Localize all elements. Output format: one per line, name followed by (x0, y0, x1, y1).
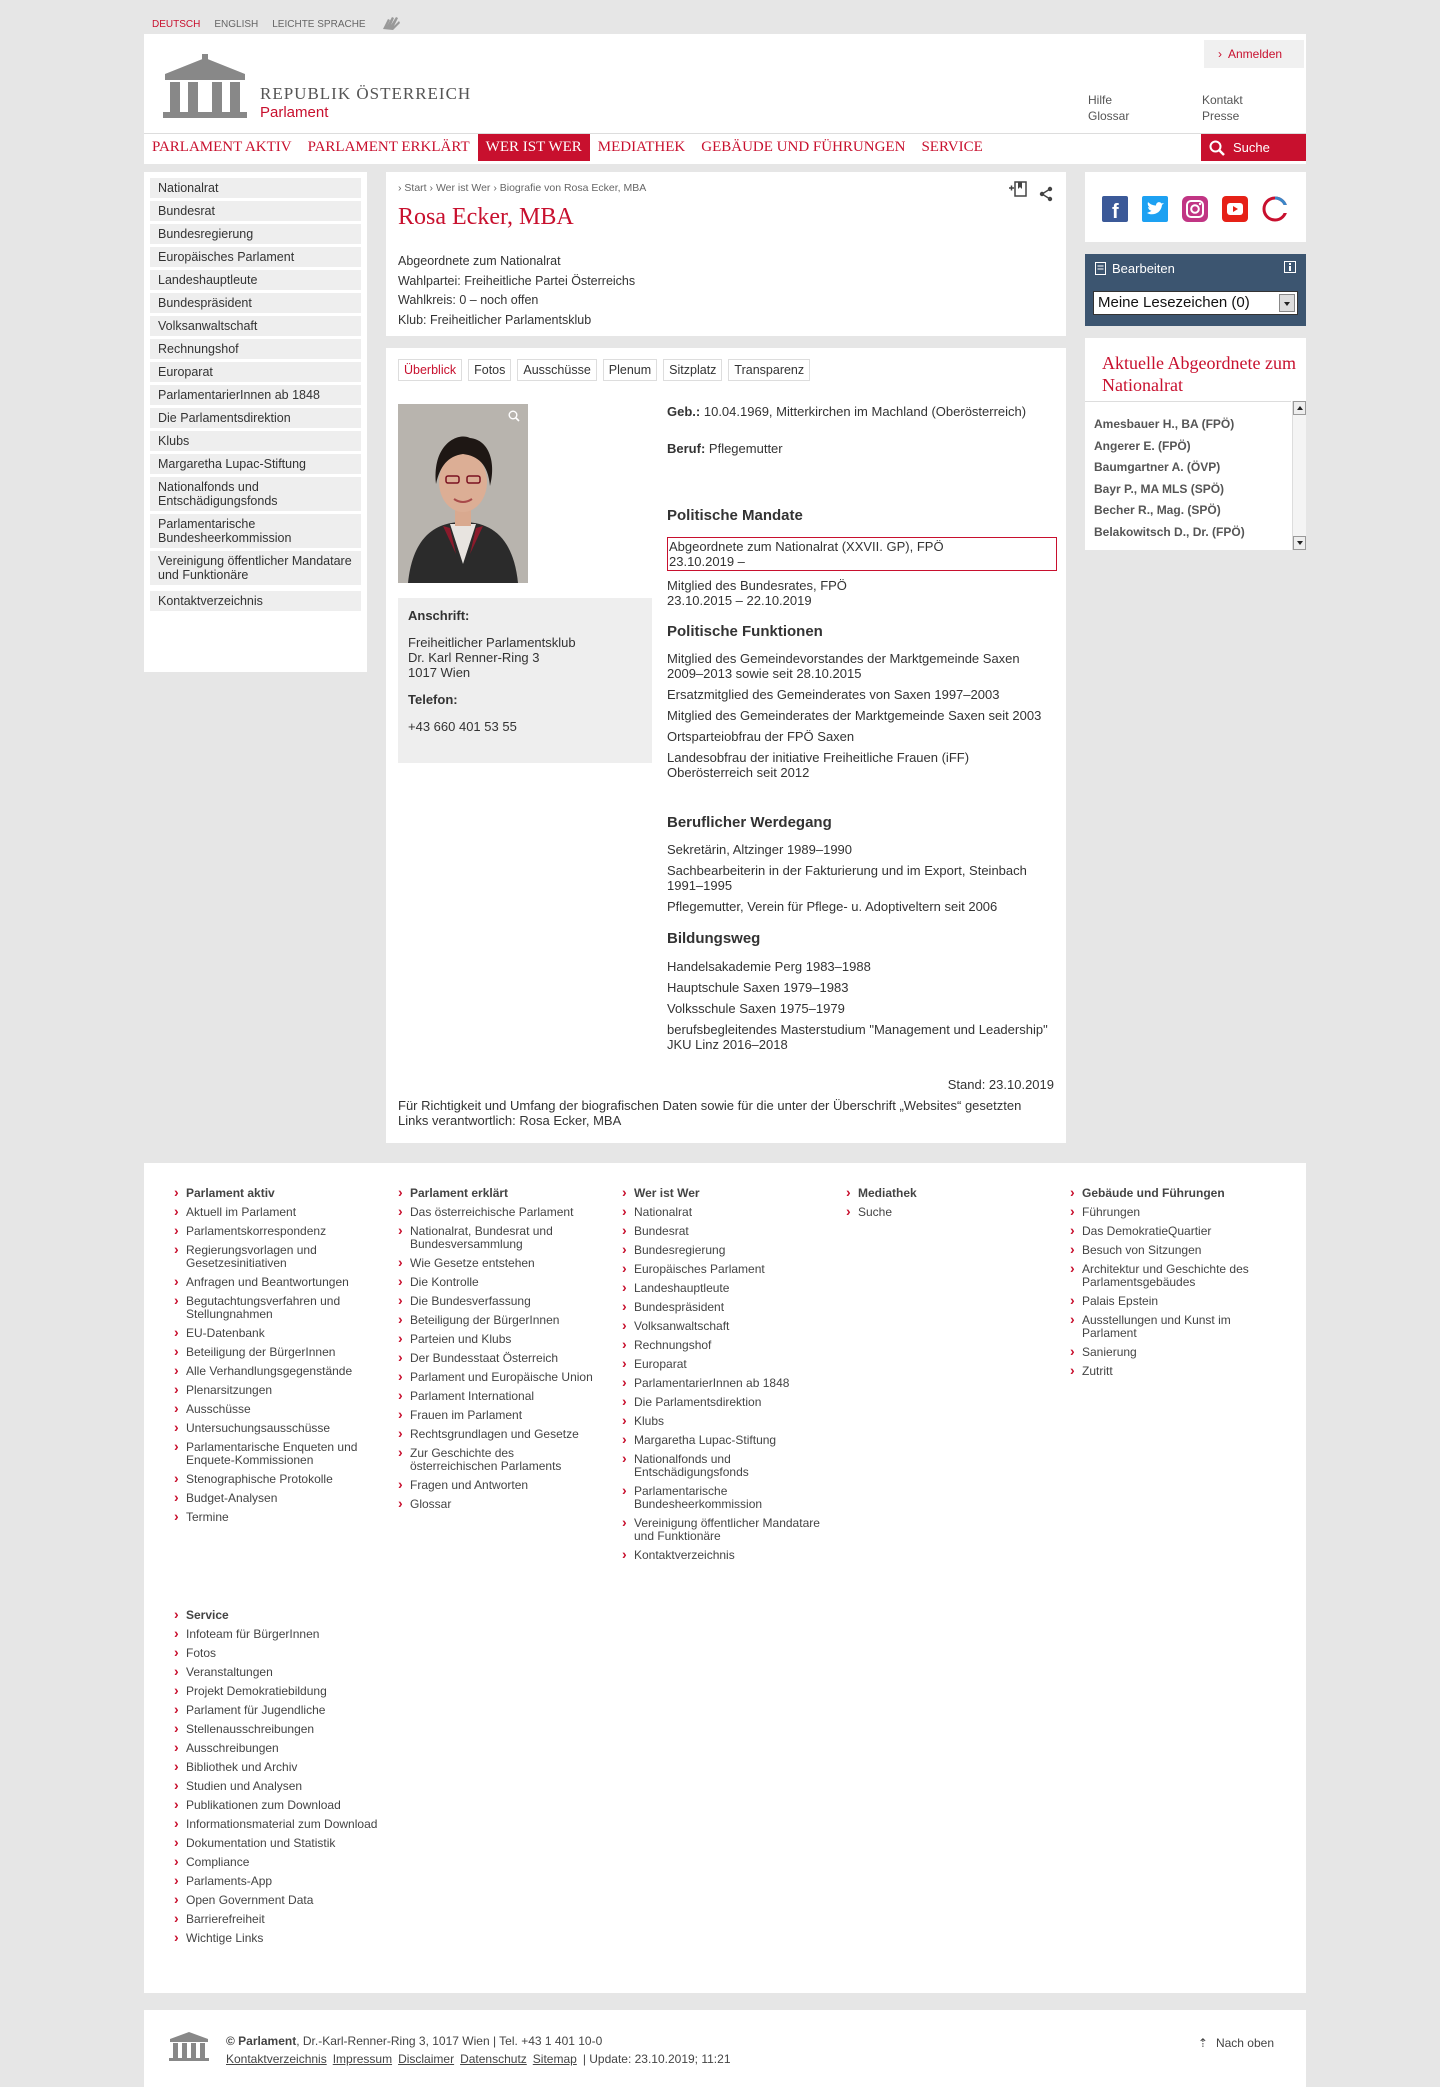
mandate-title: Abgeordnete zum Nationalrat (XXVII. GP), FPÖ (669, 539, 944, 554)
footer-link[interactable]: › Bundesregierung (622, 1244, 822, 1257)
parliament-small-logo-icon (168, 2030, 210, 2065)
sidebar-nav (144, 172, 367, 672)
footer-col-parlament-aktiv (174, 1187, 374, 1530)
mandate-date: 23.10.2015 – 22.10.2019 (667, 593, 812, 608)
profile-tabs (398, 359, 810, 381)
list-item[interactable]: Baumgartner A. (ÖVP) (1094, 460, 1221, 474)
footer-link[interactable]: › Europarat (622, 1358, 822, 1371)
page-title: Rosa Ecker, MBA (398, 204, 574, 230)
address-box (398, 598, 652, 763)
funktionen-list (667, 651, 1057, 780)
nav-parlament-erklaert[interactable]: PARLAMENT ERKLÄRT (307, 138, 470, 155)
sidebar-item-volksanwaltschaft[interactable]: Volksanwaltschaft (150, 316, 361, 336)
youtube-icon[interactable] (1222, 196, 1248, 225)
sidebar-item-bundespraesident[interactable]: Bundespräsident (150, 293, 361, 313)
list-item: Hauptschule Saxen 1979–1983 (667, 980, 849, 995)
footer-heading[interactable]: › Parlament erklärt (398, 1187, 598, 1200)
footer-heading[interactable]: › Service (174, 1609, 414, 1622)
nav-parlament-aktiv[interactable]: PARLAMENT AKTIV (152, 138, 292, 155)
portrait-photo[interactable] (398, 404, 528, 583)
footer-link[interactable]: › Projekt Demokratiebildung (174, 1685, 414, 1698)
sidebar-item-nationalfonds[interactable]: Nationalfonds und Entschädigungsfonds (150, 477, 361, 511)
beruf-value: Pflegemutter (708, 441, 783, 456)
legal-links (226, 2052, 731, 2066)
footer-link[interactable]: › Veranstaltungen (174, 1666, 414, 1679)
logo-title: REPUBLIK ÖSTERREICH (260, 84, 472, 103)
phone-label: Telefon: (408, 692, 458, 707)
footer-link[interactable]: › ParlamentarierInnen ab 1848 (622, 1377, 822, 1390)
footer-link[interactable]: › Ausschüsse (174, 1403, 374, 1416)
footer-link[interactable]: › Das DemokratieQuartier (1070, 1225, 1280, 1238)
zoom-icon[interactable] (508, 410, 520, 425)
footer-link[interactable]: › Alle Verhandlungsgegenstände (174, 1365, 374, 1378)
list-item[interactable]: Belakowitsch D., Dr. (FPÖ) (1094, 524, 1245, 539)
footer-link[interactable]: › Open Government Data (174, 1894, 414, 1907)
list-item: Pflegemutter, Verein für Pflege- u. Adoptiveltern seit 2006 (667, 899, 998, 914)
footer-link[interactable]: › Kontaktverzeichnis (622, 1549, 822, 1562)
sidebar-item-nationalrat[interactable]: Nationalrat (150, 178, 361, 198)
list-item: Ortsparteiobfrau der FPÖ Saxen (667, 729, 855, 744)
link-sitemap[interactable]: Sitemap (532, 2052, 577, 2066)
phone-number[interactable]: +43 660 401 53 55 (408, 719, 517, 734)
footer-sitemap (144, 1163, 1306, 1993)
footer-link[interactable]: › Dokumentation und Statistik (174, 1837, 414, 1850)
footer-link[interactable]: › Architektur und Geschichte des Parlamentsgebäudes (1070, 1263, 1280, 1289)
footer-link[interactable]: › Palais Epstein (1070, 1295, 1280, 1308)
address-line-2: Dr. Karl Renner-Ring 3 (408, 650, 540, 665)
footer-link[interactable]: › Informationsmaterial zum Download (174, 1818, 414, 1831)
bookmark-icon[interactable] (1008, 180, 1028, 201)
footer-col-mediathek (846, 1187, 1046, 1225)
breadcrumb-start[interactable]: Start (404, 182, 427, 194)
footer-link[interactable]: › Die Kontrolle (398, 1276, 598, 1289)
footer-link[interactable]: › Wie Gesetze entstehen (398, 1257, 598, 1270)
copyright-owner: © Parlament (226, 2034, 297, 2048)
footer-link[interactable]: › Nationalrat (622, 1206, 822, 1219)
footer-link[interactable]: › Barrierefreiheit (174, 1913, 414, 1926)
footer-link[interactable]: › EU-Datenbank (174, 1327, 374, 1340)
footer-link[interactable]: › Die Bundesverfassung (398, 1295, 598, 1308)
footer-link[interactable]: › Stellenausschreibungen (174, 1723, 414, 1736)
footer-link[interactable]: › Parlamentarische Bundesheerkommission (622, 1485, 822, 1511)
info-wahlpartei: Wahlpartei: Freiheitliche Partei Österreichs (398, 273, 636, 288)
tab-ueberblick[interactable]: Überblick (398, 359, 462, 381)
footer-link[interactable]: › Beteiligung der BürgerInnen (174, 1346, 374, 1359)
footer-link[interactable]: › Sanierung (1070, 1346, 1280, 1359)
footer-link[interactable]: › Besuch von Sitzungen (1070, 1244, 1280, 1257)
footer-col-wer-ist-wer (622, 1187, 822, 1568)
profile-content-card (386, 348, 1066, 1143)
werdegang-list (667, 842, 1057, 914)
search-button[interactable] (1201, 134, 1306, 161)
list-item: berufsbegleitendes Masterstudium "Management und Leadership" JKU Linz 2016–2018 (667, 1022, 1048, 1052)
breadcrumb-wer-ist-wer[interactable]: Wer ist Wer (435, 182, 491, 194)
footer-link[interactable]: › Studien und Analysen (174, 1780, 414, 1793)
sign-language-icon[interactable] (380, 14, 404, 35)
copyright-line (226, 2034, 602, 2048)
footer-link[interactable]: › Aktuell im Parlament (174, 1206, 374, 1219)
geb-value: 10.04.1969, Mitterkirchen im Machland (Oberösterreich) (703, 404, 1027, 419)
list-item: Volksschule Saxen 1975–1979 (667, 1001, 845, 1016)
mandate-date: 23.10.2019 – (669, 554, 745, 569)
site-header (144, 34, 1306, 164)
footer-link[interactable]: › Rechtsgrundlagen und Gesetze (398, 1428, 598, 1441)
tab-ausschuesse[interactable]: Ausschüsse (517, 359, 596, 381)
link-kontaktverzeichnis[interactable]: Kontaktverzeichnis (226, 2052, 327, 2066)
footer-link[interactable]: › Rechnungshof (622, 1339, 822, 1352)
nav-wer-ist-wer[interactable]: WER IST WER (478, 134, 590, 161)
back-to-top-label: Nach oben (1215, 2036, 1274, 2050)
chevron-down-icon (1279, 294, 1295, 312)
hilfe-link[interactable]: Hilfe (1088, 93, 1113, 107)
footer-link[interactable]: › Anfragen und Beantwortungen (174, 1276, 374, 1289)
footer-col-parlament-erklaert (398, 1187, 598, 1517)
mandate-item (667, 578, 1057, 608)
footer-heading[interactable]: › Wer ist Wer (622, 1187, 822, 1200)
sidebar-item-vereinigung[interactable]: Vereinigung öffentlicher Mandatare und Funktionäre (150, 551, 361, 585)
list-item[interactable]: Becher R., Mag. (SPÖ) (1094, 503, 1221, 517)
footer-link[interactable]: › Infoteam für BürgerInnen (174, 1628, 414, 1641)
disclaimer-text: Für Richtigkeit und Umfang der biografischen Daten sowie für die unter der Überschrift „Websites“ gesetzten Links verantwortlich: Rosa Ecker, MBA (398, 1098, 1022, 1128)
geb-row (667, 404, 1057, 419)
sidebar-item-rechnungshof[interactable]: Rechnungshof (150, 339, 361, 359)
footer-link[interactable]: › Parlament International (398, 1390, 598, 1403)
list-item: Mitglied des Gemeindevorstandes der Marktgemeinde Saxen 2009–2013 sowie seit 28.10.2015 (667, 651, 1020, 681)
parliament-logo-icon[interactable] (160, 54, 250, 123)
list-item: Ersatzmitglied des Gemeinderates von Saxen 1997–2003 (667, 687, 1000, 702)
footer-col-service (174, 1609, 414, 1951)
info-role: Abgeordnete zum Nationalrat (398, 254, 561, 268)
footer-link[interactable]: › Vereinigung öffentlicher Mandatare und Funktionäre (622, 1517, 822, 1543)
footer-link[interactable]: › Budget-Analysen (174, 1492, 374, 1505)
footer-link[interactable]: › Begutachtungsverfahren und Stellungnahmen (174, 1295, 374, 1321)
facebook-icon[interactable] (1102, 196, 1128, 225)
language-bar (152, 14, 404, 35)
beruf-label: Beruf: (667, 441, 706, 456)
sidebar-item-bundesregierung[interactable]: Bundesregierung (150, 224, 361, 244)
footer-link[interactable]: › Volksanwaltschaft (622, 1320, 822, 1333)
footer-link[interactable]: › Das österreichische Parlament (398, 1206, 598, 1219)
footer-link[interactable]: › Termine (174, 1511, 374, 1524)
back-to-top-link[interactable] (1198, 2036, 1274, 2050)
footer-link[interactable]: › Fragen und Antworten (398, 1479, 598, 1492)
lesezeichen-value: Meine Lesezeichen (0) (1098, 294, 1250, 311)
footer-link[interactable]: › Suche (846, 1206, 1046, 1219)
profile-header-card (386, 172, 1066, 336)
sidebar-item-bundesrat[interactable]: Bundesrat (150, 201, 361, 221)
search-label: Suche (1233, 140, 1270, 155)
list-item[interactable]: Angerer E. (FPÖ) (1094, 438, 1191, 453)
bearbeiten-panel (1085, 254, 1306, 326)
address-line-3: 1017 Wien (408, 665, 471, 680)
sidebar-item-kontaktverzeichnis[interactable]: Kontaktverzeichnis (150, 591, 361, 611)
sidebar-item-klubs[interactable]: Klubs (150, 431, 361, 451)
beruf-row (667, 441, 1057, 456)
footer-link[interactable]: › Publikationen zum Download (174, 1799, 414, 1812)
nav-gebaeude[interactable]: GEBÄUDE UND FÜHRUNGEN (701, 138, 906, 155)
footer-link[interactable]: › Nationalfonds und Entschädigungsfonds (622, 1453, 822, 1479)
login-button[interactable]: › Anmelden (1204, 40, 1304, 68)
kontakt-link[interactable]: Kontakt (1202, 93, 1243, 107)
bildung-list (667, 959, 1057, 1052)
footer-link[interactable]: › Parlament für Jugendliche (174, 1704, 414, 1717)
footer-link[interactable]: › Bibliothek und Archiv (174, 1761, 414, 1774)
footer-link[interactable]: › Glossar (398, 1498, 598, 1511)
mandate-heading: Politische Mandate (667, 507, 803, 524)
tab-fotos[interactable]: Fotos (468, 359, 511, 381)
nav-mediathek[interactable]: MEDIATHEK (597, 138, 686, 155)
geb-label: Geb.: (667, 404, 701, 419)
nav-service[interactable]: SERVICE (921, 138, 983, 155)
footer-link[interactable]: › Untersuchungsausschüsse (174, 1422, 374, 1435)
social-links (1085, 172, 1306, 242)
footer-col-gebaeude (1070, 1187, 1280, 1384)
bottom-bar (144, 2010, 1306, 2087)
footer-heading[interactable]: › Parlament aktiv (174, 1187, 374, 1200)
bearbeiten-label: Bearbeiten (1112, 261, 1175, 276)
footer-link[interactable]: › Führungen (1070, 1206, 1280, 1219)
mandate-item (667, 537, 1057, 571)
aktuelle-abgeordnete-panel (1085, 338, 1306, 550)
bildung-heading: Bildungsweg (667, 930, 761, 947)
address-label: Anschrift: (408, 608, 470, 623)
footer-link[interactable]: › Regierungsvorlagen und Gesetzesinitiativen (174, 1244, 374, 1270)
footer-link[interactable]: › Parteien und Klubs (398, 1333, 598, 1346)
info-icon[interactable] (1284, 261, 1296, 276)
footer-link[interactable]: › Bundesrat (622, 1225, 822, 1238)
footer-link[interactable]: › Compliance (174, 1856, 414, 1869)
login-label: Anmelden (1228, 47, 1283, 61)
share-icon[interactable] (1038, 186, 1054, 205)
list-item: Mitglied des Gemeinderates der Marktgemeinde Saxen seit 2003 (667, 708, 1042, 723)
list-item[interactable]: Amesbauer H., BA (FPÖ) (1094, 417, 1235, 431)
lang-leichte-sprache[interactable]: LEICHTE SPRACHE (272, 19, 366, 30)
link-datenschutz[interactable]: Datenschutz (460, 2052, 527, 2066)
link-impressum[interactable]: Impressum (332, 2052, 393, 2066)
footer-link[interactable]: › Der Bundesstaat Österreich (398, 1352, 598, 1365)
sidebar-item-parlamentarier[interactable]: ParlamentarierInnen ab 1848 (150, 385, 361, 405)
footer-link[interactable]: › Zur Geschichte des österreichischen Parlaments (398, 1447, 598, 1473)
aktuell-title: Aktuelle Abgeordnete zum Nationalrat (1102, 353, 1296, 395)
footer-link[interactable]: › Stenographische Protokolle (174, 1473, 374, 1486)
footer-link[interactable]: › Plenarsitzungen (174, 1384, 374, 1397)
footer-link[interactable]: › Beteiligung der BürgerInnen (398, 1314, 598, 1327)
sidebar-item-lupac[interactable]: Margaretha Lupac-Stiftung (150, 454, 361, 474)
footer-link[interactable]: › Bundespräsident (622, 1301, 822, 1314)
sidebar-item-europarat[interactable]: Europarat (150, 362, 361, 382)
tab-sitzplatz[interactable]: Sitzplatz (663, 359, 722, 381)
demokratiewebstatt-icon[interactable] (1262, 196, 1288, 225)
copyright-address: , Dr.-Karl-Renner-Ring 3, 1017 Wien | Tel. +43 1 401 10-0 (296, 2034, 603, 2048)
twitter-icon[interactable] (1142, 196, 1168, 225)
arrow-up-icon: ⇡ (1197, 2036, 1208, 2050)
footer-link[interactable]: › Ausschreibungen (174, 1742, 414, 1755)
info-wahlkreis: Wahlkreis: 0 – noch offen (398, 293, 539, 307)
funktionen-heading: Politische Funktionen (667, 623, 823, 640)
presse-link[interactable]: Presse (1202, 109, 1240, 123)
sidebar-item-bundesheerkommission[interactable]: Parlamentarische Bundesheerkommission (150, 514, 361, 548)
logo-subtitle: Parlament (260, 104, 329, 121)
sidebar-item-landeshauptleute[interactable]: Landeshauptleute (150, 270, 361, 290)
tab-transparenz[interactable]: Transparenz (728, 359, 810, 381)
footer-link[interactable]: › Die Parlamentsdirektion (622, 1396, 822, 1409)
footer-link[interactable]: › Parlamentskorrespondenz (174, 1225, 374, 1238)
footer-link[interactable]: › Klubs (622, 1415, 822, 1428)
footer-link[interactable]: › Fotos (174, 1647, 414, 1660)
footer-link[interactable]: › Margaretha Lupac-Stiftung (622, 1434, 822, 1447)
lesezeichen-select[interactable] (1093, 291, 1298, 315)
breadcrumb-current: Biografie von Rosa Ecker, MBA (499, 182, 647, 194)
person-info (398, 252, 635, 330)
footer-heading[interactable]: › Mediathek (846, 1187, 1046, 1200)
lang-deutsch[interactable]: DEUTSCH (152, 19, 201, 30)
instagram-icon[interactable] (1182, 196, 1208, 225)
main-nav (144, 133, 1306, 160)
info-klub: Klub: Freiheitlicher Parlamentsklub (398, 312, 592, 327)
link-disclaimer[interactable]: Disclaimer (398, 2052, 455, 2066)
svg-text:f: f (1112, 201, 1119, 222)
update-date: | Update: 23.10.2019; 11:21 (582, 2052, 731, 2066)
footer-link[interactable]: › Ausstellungen und Kunst im Parlament (1070, 1314, 1280, 1340)
document-icon (1095, 262, 1106, 278)
footer-link[interactable]: › Parlament und Europäische Union (398, 1371, 598, 1384)
abgeordnete-list (1085, 401, 1291, 551)
footer-link[interactable]: › Landeshauptleute (622, 1282, 822, 1295)
footer-link[interactable]: › Parlaments-App (174, 1875, 414, 1888)
footer-link[interactable]: › Parlamentarische Enqueten und Enquete-Kommissionen (174, 1441, 374, 1467)
breadcrumb: › Start › Wer ist Wer › Biografie von Rosa Ecker, MBA (398, 182, 647, 194)
footer-link[interactable]: › Zutritt (1070, 1365, 1280, 1378)
list-item: Sekretärin, Altzinger 1989–1990 (667, 842, 853, 857)
list-item: Sachbearbeiterin in der Fakturierung und im Export, Steinbach 1991–1995 (667, 863, 1027, 893)
footer-link[interactable]: › Nationalrat, Bundesrat und Bundesversammlung (398, 1225, 598, 1251)
werdegang-heading: Beruflicher Werdegang (667, 814, 832, 831)
footer-link[interactable]: › Wichtige Links (174, 1932, 414, 1945)
search-icon (1209, 140, 1225, 156)
tab-plenum[interactable]: Plenum (603, 359, 657, 381)
list-item: Handelsakademie Perg 1983–1988 (667, 959, 871, 974)
address-line-1: Freiheitlicher Parlamentsklub (408, 635, 576, 650)
glossar-link[interactable]: Glossar (1088, 109, 1130, 123)
stand-date: Stand: 23.10.2019 (947, 1077, 1054, 1092)
footer-heading[interactable]: › Gebäude und Führungen (1070, 1187, 1280, 1200)
list-item[interactable]: Bayr P., MA MLS (SPÖ) (1094, 481, 1225, 496)
footer-link[interactable]: › Frauen im Parlament (398, 1409, 598, 1422)
sidebar-item-eu-parlament[interactable]: Europäisches Parlament (150, 247, 361, 267)
sidebar-item-parlamentsdirektion[interactable]: Die Parlamentsdirektion (150, 408, 361, 428)
lang-english[interactable]: ENGLISH (214, 19, 259, 30)
mandate-title: Mitglied des Bundesrates, FPÖ (667, 578, 847, 593)
list-scrollbar[interactable] (1292, 401, 1306, 550)
list-item: Landesobfrau der initiative Freiheitliche Frauen (iFF) Oberösterreich seit 2012 (667, 750, 970, 780)
footer-link[interactable]: › Europäisches Parlament (622, 1263, 822, 1276)
